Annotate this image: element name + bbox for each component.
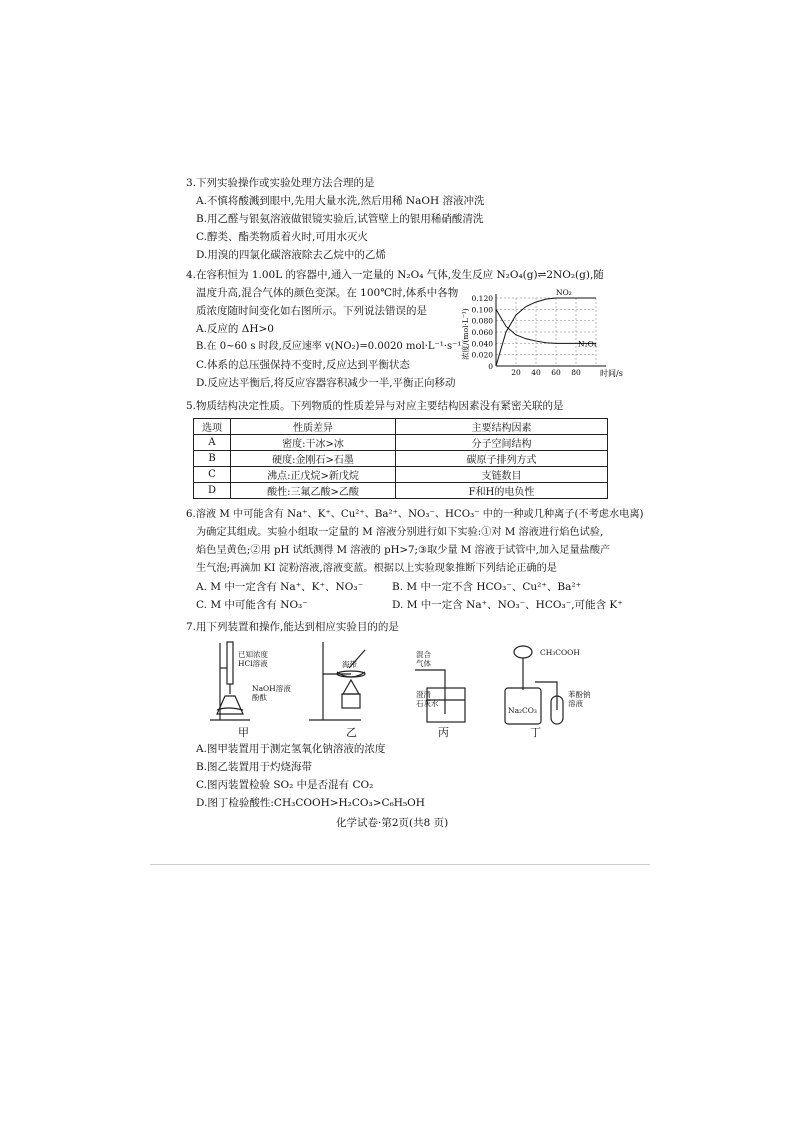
q4-stem-2: 温度升高,混合气体的颜色变深。在 100℃时,体系中各物 bbox=[196, 287, 459, 299]
q7-option-c: C.图丙装置检验 SO₂ 中是否混有 CO₂ bbox=[196, 779, 374, 791]
table-row bbox=[194, 451, 608, 467]
q6-stem-1: 6.溶液 M 中可能含有 Na⁺、K⁺、Cu²⁺、Ba²⁺、NO₃⁻、HCO₃⁻ 中的一种或几种离子(不考虑水电离) bbox=[186, 509, 644, 520]
q4-option-b: B.在 0~60 s 时段,反应速率 v(NO₂)=0.0020 mol·L⁻¹·s⁻¹ bbox=[196, 341, 462, 352]
table-header-cell: 主要结构因素 bbox=[396, 419, 608, 435]
table-cell: A bbox=[194, 435, 231, 451]
q4-stem-1: 4.在容积恒为 1.00L 的容器中,通入一定量的 N₂O₄ 气体,发生反应 N₂O₄(g)⇌2NO₂(g),随 bbox=[186, 269, 604, 281]
page-footer: 化学试卷·第2页(共8 页) bbox=[336, 817, 449, 829]
q3-stem: 3.下列实验操作或实验处理方法合理的是 bbox=[186, 177, 375, 189]
table-cell: F和H的电负性 bbox=[396, 483, 608, 499]
fig-ding-label-4: 溶液 bbox=[568, 699, 583, 708]
q6-option-a: A. M 中一定含有 Na⁺、K⁺、NO₃⁻ bbox=[196, 581, 364, 593]
fig-bing-label-2: 气体 bbox=[416, 659, 431, 668]
fig-jia-label-3: NaOH溶液 bbox=[252, 684, 291, 693]
q6-option-d: D. M 中一定含 Na⁺、NO₃⁻、HCO₃⁻,可能含 K⁺ bbox=[392, 599, 623, 611]
y-tick-label: 0.020 bbox=[471, 350, 493, 360]
table-row bbox=[194, 467, 608, 483]
table-header-cell: 性质差异 bbox=[231, 419, 396, 435]
table-cell: B bbox=[194, 451, 231, 467]
fig-caption-bing: 丙 bbox=[438, 726, 449, 739]
q6-option-c: C. M 中可能含有 NO₃⁻ bbox=[196, 599, 308, 611]
table-row bbox=[194, 435, 608, 451]
y-tick-label: 0.080 bbox=[471, 316, 493, 326]
table-header-cell: 选项 bbox=[194, 419, 231, 435]
series-line bbox=[496, 309, 596, 343]
q7-stem: 7.用下列装置和操作,能达到相应实验目的的是 bbox=[186, 621, 399, 633]
y-tick-label: 0 bbox=[488, 362, 493, 371]
table-cell: 碳原子排列方式 bbox=[396, 451, 608, 467]
y-tick-label: 0.120 bbox=[471, 294, 493, 303]
fig-ding-label-2: Na₂CO₃ bbox=[508, 706, 537, 715]
x-tick-label: 80 bbox=[571, 368, 581, 377]
q4-option-c: C.体系的总压强保持不变时,反应达到平衡状态 bbox=[196, 359, 410, 371]
x-axis-label: 时间/s bbox=[600, 369, 623, 378]
q6-option-b: B. M 中一定不含 HCO₃⁻、Cu²⁺、Ba²⁺ bbox=[392, 581, 582, 593]
table-cell: 密度:干冰>冰 bbox=[231, 435, 396, 451]
x-tick-label: 60 bbox=[551, 368, 561, 377]
table-cell: 沸点:正戊烷>新戊烷 bbox=[231, 467, 396, 483]
x-tick-label: 20 bbox=[511, 368, 521, 377]
q7-option-a: A.图甲装置用于测定氢氧化钠溶液的浓度 bbox=[196, 743, 386, 755]
q4-option-a: A.反应的 ΔH>0 bbox=[196, 323, 274, 335]
q6-stem-3: 焰色呈黄色;②用 pH 试纸测得 M 溶液的 pH>7;③取少量 M 溶液于试管中,加入足量盐酸产 bbox=[196, 545, 611, 556]
q3-option-c: C.醇类、酯类物质着火时,可用水灭火 bbox=[196, 231, 368, 243]
table-cell: C bbox=[194, 467, 231, 483]
fig-caption-ding: 丁 bbox=[530, 726, 541, 739]
q4-stem-3: 质浓度随时间变化如右图所示。下列说法错误的是 bbox=[196, 305, 427, 317]
y-axis-label: 浓度/(mol·L⁻¹) bbox=[461, 308, 470, 360]
q3-option-d: D.用溴的四氯化碳溶液除去乙烷中的乙烯 bbox=[196, 249, 386, 261]
q6-stem-4: 生气泡;再滴加 KI 淀粉溶液,溶液变蓝。根据以上实验现象推断下列结论正确的是 bbox=[196, 563, 557, 574]
table-cell: 支链数目 bbox=[396, 467, 608, 483]
q3-option-b: B.用乙醛与银氨溶液做银镜实验后,试管壁上的银用稀硝酸清洗 bbox=[196, 213, 484, 225]
y-tick-label: 0.040 bbox=[471, 339, 493, 349]
table-cell: 硬度:金刚石>石墨 bbox=[231, 451, 396, 467]
q5-table bbox=[193, 418, 608, 499]
series-label: NO₂ bbox=[556, 288, 572, 297]
q3-option-a: A.不慎将酸溅到眼中,先用大量水洗,然后用稀 NaOH 溶液冲洗 bbox=[196, 195, 485, 207]
q6-stem-2: 为确定其组成。实验小组取一定量的 M 溶液分别进行如下实验:①对 M 溶液进行焰色试验, bbox=[196, 527, 604, 538]
q5-stem: 5.物质结构决定性质。下列物质的性质差异与对应主要结构因素没有紧密关联的是 bbox=[186, 400, 564, 412]
fig-caption-jia: 甲 bbox=[238, 726, 249, 739]
fig-ding-label-3: 苯酚钠 bbox=[568, 690, 591, 699]
fig-bing-label-3: 澄清 bbox=[416, 690, 431, 699]
table-row bbox=[194, 483, 608, 499]
table-cell: 分子空间结构 bbox=[396, 435, 608, 451]
y-tick-label: 0.060 bbox=[471, 328, 493, 337]
fig-bing-label-1: 混合 bbox=[416, 650, 431, 659]
x-tick-label: 40 bbox=[531, 368, 541, 377]
q7-option-b: B.图乙装置用于灼烧海带 bbox=[196, 761, 313, 773]
y-tick-label: 0.100 bbox=[471, 305, 493, 315]
table-cell: D bbox=[194, 483, 231, 499]
fig-jia-label-1: 已知浓度 bbox=[238, 650, 268, 659]
fig-bing-label-4: 石灰水 bbox=[416, 699, 439, 708]
q4-concentration-chart bbox=[458, 288, 623, 390]
scan-divider bbox=[150, 864, 650, 865]
table-header-row bbox=[194, 419, 608, 435]
series-label: N₂O₄ bbox=[578, 339, 597, 349]
fig-ding-label-1: CH₃COOH bbox=[540, 648, 580, 657]
fig-caption-yi: 乙 bbox=[346, 726, 357, 739]
fig-yi-label: 海带 bbox=[342, 660, 357, 669]
fig-jia-label-2: HCl溶液 bbox=[238, 659, 268, 668]
table-cell: 酸性:三氟乙酸>乙酸 bbox=[231, 483, 396, 499]
fig-jia-label-4: 酚酞 bbox=[252, 693, 267, 702]
q7-option-d: D.图丁检验酸性:CH₃COOH>H₂CO₃>C₆H₅OH bbox=[196, 797, 425, 809]
q4-option-d: D.反应达平衡后,将反应容器容积减少一半,平衡正向移动 bbox=[196, 377, 456, 389]
